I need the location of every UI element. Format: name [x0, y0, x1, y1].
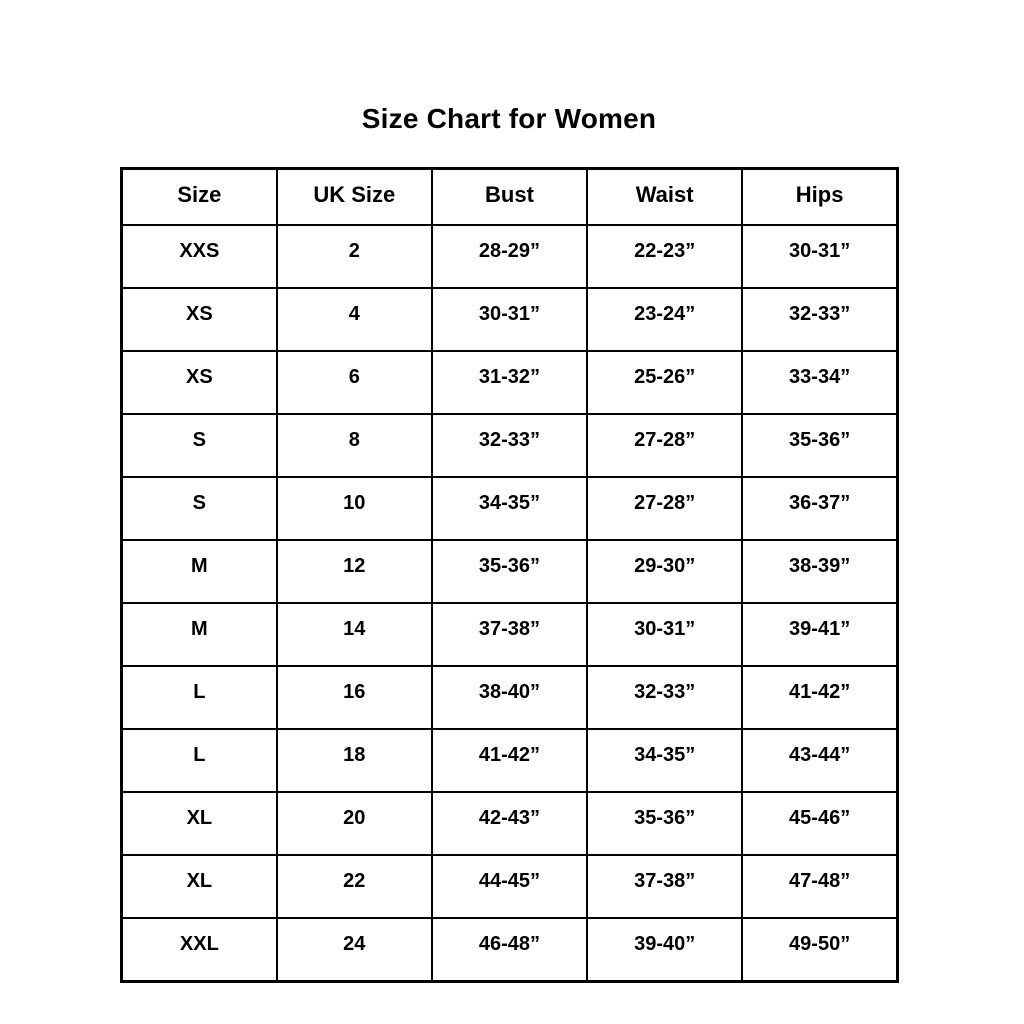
- table-row: [122, 225, 898, 288]
- table-cell: 43-44”: [742, 729, 897, 792]
- column-header-waist: Waist: [587, 169, 742, 226]
- table-cell: 32-33”: [742, 288, 897, 351]
- table-cell: 30-31”: [742, 225, 897, 288]
- table-row: [122, 540, 898, 603]
- table-cell: 22: [277, 855, 432, 918]
- table-cell: 32-33”: [432, 414, 587, 477]
- table-cell: 35-36”: [742, 414, 897, 477]
- table-cell: M: [122, 603, 277, 666]
- table-cell: 41-42”: [432, 729, 587, 792]
- header-row: [122, 169, 898, 226]
- table-cell: 38-40”: [432, 666, 587, 729]
- table-cell: 20: [277, 792, 432, 855]
- table-cell: 12: [277, 540, 432, 603]
- table-cell: 49-50”: [742, 918, 897, 982]
- table-cell: 35-36”: [432, 540, 587, 603]
- table-cell: 30-31”: [432, 288, 587, 351]
- table-cell: 25-26”: [587, 351, 742, 414]
- table-cell: 23-24”: [587, 288, 742, 351]
- table-cell: 39-40”: [587, 918, 742, 982]
- table-cell: 35-36”: [587, 792, 742, 855]
- table-cell: 37-38”: [432, 603, 587, 666]
- table-row: [122, 792, 898, 855]
- table-row: [122, 351, 898, 414]
- table-cell: S: [122, 477, 277, 540]
- table-row: [122, 729, 898, 792]
- table-cell: 34-35”: [432, 477, 587, 540]
- table-cell: 39-41”: [742, 603, 897, 666]
- table-cell: 31-32”: [432, 351, 587, 414]
- table-cell: 47-48”: [742, 855, 897, 918]
- table-cell: M: [122, 540, 277, 603]
- table-cell: 41-42”: [742, 666, 897, 729]
- table-cell: XS: [122, 288, 277, 351]
- table-header: [122, 169, 898, 226]
- table-row: [122, 918, 898, 982]
- page-title: Size Chart for Women: [361, 103, 657, 134]
- table-cell: 44-45”: [432, 855, 587, 918]
- table-cell: 14: [277, 603, 432, 666]
- table-row: [122, 855, 898, 918]
- table-row: [122, 603, 898, 666]
- table-cell: 32-33”: [587, 666, 742, 729]
- table-cell: XS: [122, 351, 277, 414]
- table-cell: 16: [277, 666, 432, 729]
- table-cell: L: [122, 729, 277, 792]
- table-cell: 42-43”: [432, 792, 587, 855]
- table-cell: 2: [277, 225, 432, 288]
- table-cell: XL: [122, 792, 277, 855]
- table-cell: 24: [277, 918, 432, 982]
- table-cell: 45-46”: [742, 792, 897, 855]
- table-cell: 8: [277, 414, 432, 477]
- table-cell: XL: [122, 855, 277, 918]
- table-body: [122, 225, 898, 982]
- table-cell: 29-30”: [587, 540, 742, 603]
- table-cell: 30-31”: [587, 603, 742, 666]
- table-row: [122, 666, 898, 729]
- table-cell: 18: [277, 729, 432, 792]
- table-cell: S: [122, 414, 277, 477]
- table-cell: XXS: [122, 225, 277, 288]
- table-row: [122, 414, 898, 477]
- table-cell: 27-28”: [587, 477, 742, 540]
- table-cell: 36-37”: [742, 477, 897, 540]
- table-cell: 38-39”: [742, 540, 897, 603]
- table-cell: 22-23”: [587, 225, 742, 288]
- table-cell: 27-28”: [587, 414, 742, 477]
- table-cell: 6: [277, 351, 432, 414]
- table-cell: XXL: [122, 918, 277, 982]
- table-cell: L: [122, 666, 277, 729]
- table-cell: 37-38”: [587, 855, 742, 918]
- table-row: [122, 288, 898, 351]
- size-chart-table: [120, 167, 899, 983]
- column-header-bust: Bust: [432, 169, 587, 226]
- table-cell: 28-29”: [432, 225, 587, 288]
- table-cell: 34-35”: [587, 729, 742, 792]
- table-cell: 10: [277, 477, 432, 540]
- column-header-hips: Hips: [742, 169, 897, 226]
- column-header-uk-size: UK Size: [277, 169, 432, 226]
- column-header-size: Size: [122, 169, 277, 226]
- table-cell: 4: [277, 288, 432, 351]
- table-cell: 46-48”: [432, 918, 587, 982]
- table-row: [122, 477, 898, 540]
- table-cell: 33-34”: [742, 351, 897, 414]
